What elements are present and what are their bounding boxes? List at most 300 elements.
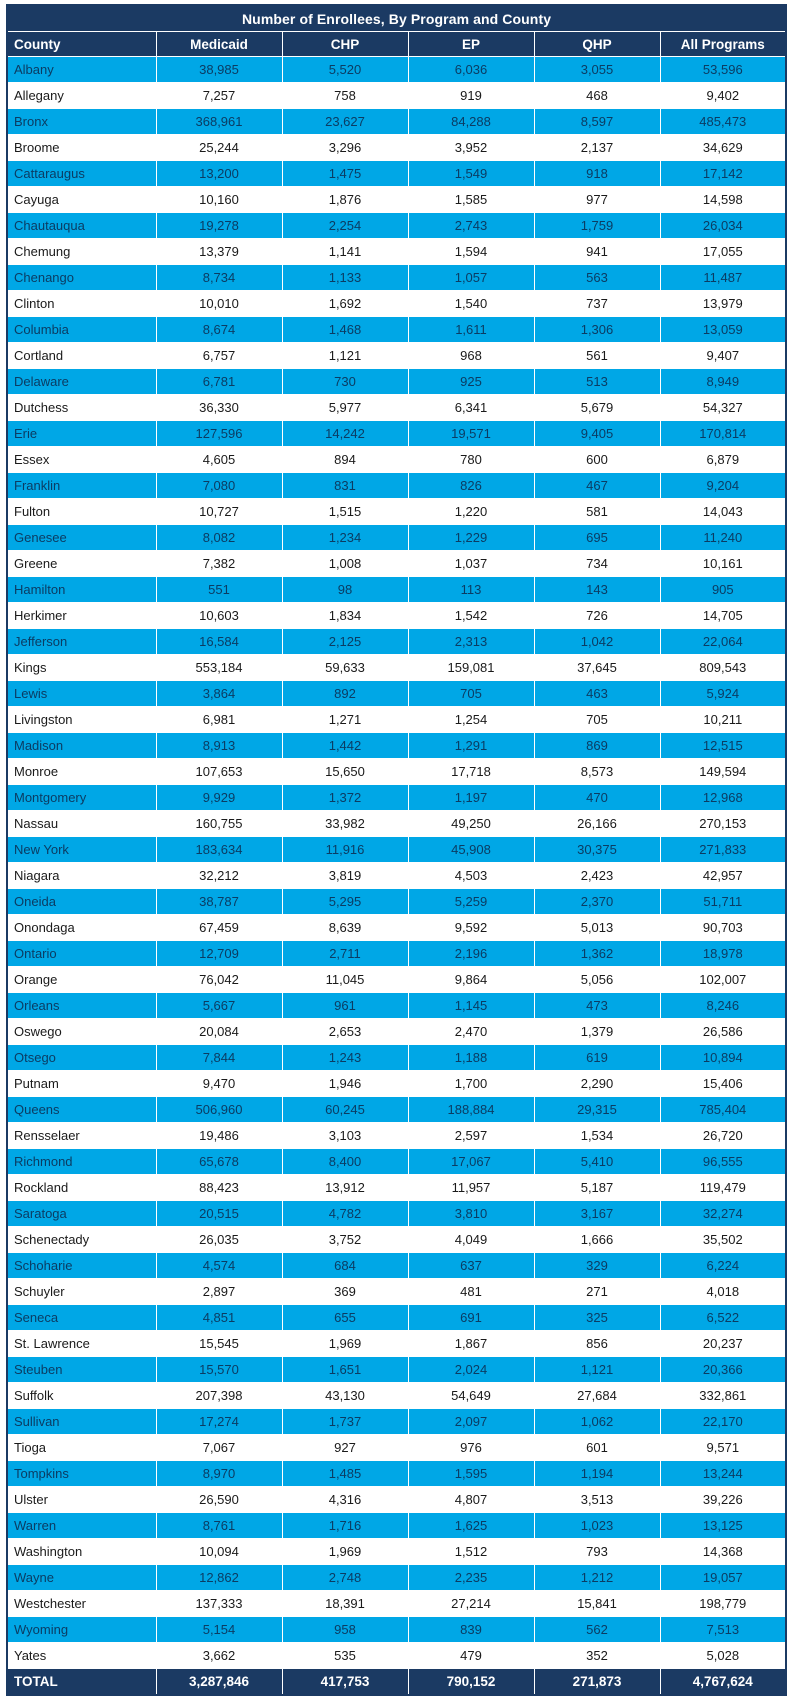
- table-row: [7, 759, 786, 785]
- cell-all-programs: 485,473: [660, 109, 786, 135]
- cell-county: Hamilton: [7, 577, 156, 603]
- cell-qhp: 3,167: [534, 1201, 660, 1227]
- cell-ep: 5,259: [408, 889, 534, 915]
- table-row: [7, 993, 786, 1019]
- cell-ep: 2,597: [408, 1123, 534, 1149]
- cell-ep: 925: [408, 369, 534, 395]
- cell-county: Bronx: [7, 109, 156, 135]
- cell-qhp: 1,023: [534, 1513, 660, 1539]
- cell-all-programs: 26,586: [660, 1019, 786, 1045]
- table-row: [7, 1513, 786, 1539]
- cell-chp: 3,752: [282, 1227, 408, 1253]
- cell-medicaid: 2,897: [156, 1279, 282, 1305]
- cell-ep: 2,470: [408, 1019, 534, 1045]
- table-row: [7, 785, 786, 811]
- cell-all-programs: 12,968: [660, 785, 786, 811]
- cell-county: Saratoga: [7, 1201, 156, 1227]
- cell-medicaid: 12,709: [156, 941, 282, 967]
- cell-qhp: 726: [534, 603, 660, 629]
- cell-medicaid: 8,082: [156, 525, 282, 551]
- cell-all-programs: 17,055: [660, 239, 786, 265]
- table-body: [7, 57, 786, 1669]
- cell-chp: 23,627: [282, 109, 408, 135]
- cell-ep: 4,049: [408, 1227, 534, 1253]
- table-row: [7, 1045, 786, 1071]
- cell-qhp: 2,370: [534, 889, 660, 915]
- cell-medicaid: 3,662: [156, 1643, 282, 1669]
- cell-qhp: 601: [534, 1435, 660, 1461]
- cell-medicaid: 26,035: [156, 1227, 282, 1253]
- cell-chp: 8,639: [282, 915, 408, 941]
- cell-county: Nassau: [7, 811, 156, 837]
- cell-ep: 6,341: [408, 395, 534, 421]
- cell-all-programs: 809,543: [660, 655, 786, 681]
- cell-all-programs: 13,125: [660, 1513, 786, 1539]
- cell-qhp: 1,121: [534, 1357, 660, 1383]
- cell-medicaid: 8,970: [156, 1461, 282, 1487]
- cell-county: Yates: [7, 1643, 156, 1669]
- cell-qhp: 463: [534, 681, 660, 707]
- cell-medicaid: 6,981: [156, 707, 282, 733]
- cell-ep: 1,700: [408, 1071, 534, 1097]
- cell-all-programs: 119,479: [660, 1175, 786, 1201]
- cell-chp: 369: [282, 1279, 408, 1305]
- cell-ep: 49,250: [408, 811, 534, 837]
- total-label: TOTAL: [7, 1669, 156, 1696]
- cell-ep: 2,235: [408, 1565, 534, 1591]
- cell-ep: 4,503: [408, 863, 534, 889]
- cell-ep: 1,229: [408, 525, 534, 551]
- cell-county: Montgomery: [7, 785, 156, 811]
- table-row: [7, 1019, 786, 1045]
- cell-medicaid: 7,257: [156, 83, 282, 109]
- cell-county: Greene: [7, 551, 156, 577]
- cell-county: Genesee: [7, 525, 156, 551]
- cell-medicaid: 19,278: [156, 213, 282, 239]
- cell-medicaid: 8,734: [156, 265, 282, 291]
- cell-qhp: 3,055: [534, 57, 660, 83]
- cell-chp: 1,651: [282, 1357, 408, 1383]
- cell-county: Monroe: [7, 759, 156, 785]
- cell-all-programs: 26,720: [660, 1123, 786, 1149]
- cell-chp: 59,633: [282, 655, 408, 681]
- cell-qhp: 5,013: [534, 915, 660, 941]
- cell-qhp: 1,759: [534, 213, 660, 239]
- cell-qhp: 1,194: [534, 1461, 660, 1487]
- cell-qhp: 1,534: [534, 1123, 660, 1149]
- table-row: [7, 395, 786, 421]
- cell-chp: 11,916: [282, 837, 408, 863]
- cell-medicaid: 36,330: [156, 395, 282, 421]
- table-row: [7, 317, 786, 343]
- cell-ep: 54,649: [408, 1383, 534, 1409]
- cell-medicaid: 12,862: [156, 1565, 282, 1591]
- cell-qhp: 869: [534, 733, 660, 759]
- cell-qhp: 468: [534, 83, 660, 109]
- cell-ep: 1,542: [408, 603, 534, 629]
- cell-county: Albany: [7, 57, 156, 83]
- cell-all-programs: 9,204: [660, 473, 786, 499]
- cell-qhp: 5,679: [534, 395, 660, 421]
- cell-county: Chenango: [7, 265, 156, 291]
- cell-medicaid: 13,379: [156, 239, 282, 265]
- cell-ep: 159,081: [408, 655, 534, 681]
- cell-ep: 113: [408, 577, 534, 603]
- cell-county: Ulster: [7, 1487, 156, 1513]
- table-row: [7, 733, 786, 759]
- cell-qhp: 27,684: [534, 1383, 660, 1409]
- cell-qhp: 2,290: [534, 1071, 660, 1097]
- cell-medicaid: 38,787: [156, 889, 282, 915]
- cell-qhp: 695: [534, 525, 660, 551]
- cell-ep: 1,188: [408, 1045, 534, 1071]
- cell-all-programs: 785,404: [660, 1097, 786, 1123]
- cell-ep: 705: [408, 681, 534, 707]
- cell-qhp: 9,405: [534, 421, 660, 447]
- table-row: [7, 707, 786, 733]
- cell-county: Chautauqua: [7, 213, 156, 239]
- cell-all-programs: 8,949: [660, 369, 786, 395]
- cell-chp: 1,271: [282, 707, 408, 733]
- cell-ep: 976: [408, 1435, 534, 1461]
- cell-all-programs: 20,237: [660, 1331, 786, 1357]
- cell-medicaid: 183,634: [156, 837, 282, 863]
- cell-qhp: 1,212: [534, 1565, 660, 1591]
- cell-county: Rensselaer: [7, 1123, 156, 1149]
- total-medicaid: 3,287,846: [156, 1669, 282, 1696]
- cell-county: Allegany: [7, 83, 156, 109]
- cell-chp: 1,876: [282, 187, 408, 213]
- cell-chp: 892: [282, 681, 408, 707]
- column-header-row: [7, 32, 786, 57]
- cell-qhp: 473: [534, 993, 660, 1019]
- cell-qhp: 581: [534, 499, 660, 525]
- cell-county: Cayuga: [7, 187, 156, 213]
- cell-all-programs: 20,366: [660, 1357, 786, 1383]
- cell-chp: 535: [282, 1643, 408, 1669]
- cell-medicaid: 8,674: [156, 317, 282, 343]
- cell-medicaid: 4,574: [156, 1253, 282, 1279]
- cell-all-programs: 6,522: [660, 1305, 786, 1331]
- cell-county: Jefferson: [7, 629, 156, 655]
- cell-chp: 2,711: [282, 941, 408, 967]
- cell-qhp: 143: [534, 577, 660, 603]
- cell-all-programs: 12,515: [660, 733, 786, 759]
- total-ep: 790,152: [408, 1669, 534, 1696]
- cell-ep: 11,957: [408, 1175, 534, 1201]
- cell-medicaid: 9,929: [156, 785, 282, 811]
- cell-medicaid: 6,757: [156, 343, 282, 369]
- cell-chp: 927: [282, 1435, 408, 1461]
- cell-chp: 1,834: [282, 603, 408, 629]
- column-header-ep[interactable]: EP: [408, 32, 534, 57]
- cell-ep: 1,145: [408, 993, 534, 1019]
- cell-all-programs: 6,879: [660, 447, 786, 473]
- cell-county: Madison: [7, 733, 156, 759]
- table-row: [7, 343, 786, 369]
- cell-ep: 1,220: [408, 499, 534, 525]
- table-row: [7, 889, 786, 915]
- cell-ep: 968: [408, 343, 534, 369]
- cell-county: Clinton: [7, 291, 156, 317]
- cell-all-programs: 11,240: [660, 525, 786, 551]
- table-row: [7, 265, 786, 291]
- cell-qhp: 563: [534, 265, 660, 291]
- cell-all-programs: 39,226: [660, 1487, 786, 1513]
- cell-medicaid: 6,781: [156, 369, 282, 395]
- cell-all-programs: 14,705: [660, 603, 786, 629]
- cell-county: Queens: [7, 1097, 156, 1123]
- cell-chp: 2,125: [282, 629, 408, 655]
- cell-all-programs: 5,924: [660, 681, 786, 707]
- cell-county: Wayne: [7, 1565, 156, 1591]
- cell-medicaid: 553,184: [156, 655, 282, 681]
- cell-chp: 1,716: [282, 1513, 408, 1539]
- column-header-qhp[interactable]: QHP: [534, 32, 660, 57]
- cell-all-programs: 14,043: [660, 499, 786, 525]
- cell-chp: 655: [282, 1305, 408, 1331]
- cell-all-programs: 271,833: [660, 837, 786, 863]
- cell-ep: 84,288: [408, 109, 534, 135]
- column-header-medicaid[interactable]: Medicaid: [156, 32, 282, 57]
- cell-qhp: 3,513: [534, 1487, 660, 1513]
- cell-qhp: 8,573: [534, 759, 660, 785]
- cell-all-programs: 11,487: [660, 265, 786, 291]
- table-row: [7, 213, 786, 239]
- cell-county: Columbia: [7, 317, 156, 343]
- cell-chp: 1,372: [282, 785, 408, 811]
- cell-chp: 5,520: [282, 57, 408, 83]
- table-row: [7, 837, 786, 863]
- table-title: Number of Enrollees, By Program and County: [7, 5, 786, 32]
- cell-all-programs: 10,211: [660, 707, 786, 733]
- table-row: [7, 551, 786, 577]
- table-row: [7, 161, 786, 187]
- cell-medicaid: 16,584: [156, 629, 282, 655]
- cell-medicaid: 10,727: [156, 499, 282, 525]
- cell-chp: 1,141: [282, 239, 408, 265]
- cell-qhp: 941: [534, 239, 660, 265]
- cell-qhp: 619: [534, 1045, 660, 1071]
- cell-medicaid: 127,596: [156, 421, 282, 447]
- cell-chp: 1,692: [282, 291, 408, 317]
- cell-ep: 481: [408, 1279, 534, 1305]
- cell-all-programs: 10,894: [660, 1045, 786, 1071]
- table-row: [7, 1643, 786, 1669]
- cell-ep: 1,625: [408, 1513, 534, 1539]
- cell-qhp: 271: [534, 1279, 660, 1305]
- cell-all-programs: 10,161: [660, 551, 786, 577]
- cell-all-programs: 5,028: [660, 1643, 786, 1669]
- cell-medicaid: 38,985: [156, 57, 282, 83]
- column-header-chp[interactable]: CHP: [282, 32, 408, 57]
- cell-qhp: 1,666: [534, 1227, 660, 1253]
- cell-qhp: 1,362: [534, 941, 660, 967]
- table-row: [7, 369, 786, 395]
- cell-all-programs: 14,368: [660, 1539, 786, 1565]
- table-row: [7, 499, 786, 525]
- cell-ep: 4,807: [408, 1487, 534, 1513]
- cell-medicaid: 67,459: [156, 915, 282, 941]
- cell-all-programs: 19,057: [660, 1565, 786, 1591]
- cell-ep: 3,810: [408, 1201, 534, 1227]
- cell-chp: 3,103: [282, 1123, 408, 1149]
- cell-medicaid: 15,545: [156, 1331, 282, 1357]
- cell-medicaid: 19,486: [156, 1123, 282, 1149]
- table-row: [7, 863, 786, 889]
- cell-qhp: 5,410: [534, 1149, 660, 1175]
- cell-chp: 1,969: [282, 1331, 408, 1357]
- cell-ep: 826: [408, 473, 534, 499]
- cell-chp: 684: [282, 1253, 408, 1279]
- cell-ep: 1,291: [408, 733, 534, 759]
- cell-qhp: 30,375: [534, 837, 660, 863]
- cell-chp: 43,130: [282, 1383, 408, 1409]
- cell-medicaid: 207,398: [156, 1383, 282, 1409]
- cell-chp: 11,045: [282, 967, 408, 993]
- cell-medicaid: 20,515: [156, 1201, 282, 1227]
- cell-county: Tompkins: [7, 1461, 156, 1487]
- cell-county: Richmond: [7, 1149, 156, 1175]
- cell-ep: 1,254: [408, 707, 534, 733]
- cell-ep: 17,067: [408, 1149, 534, 1175]
- table-row: [7, 83, 786, 109]
- cell-all-programs: 18,978: [660, 941, 786, 967]
- cell-all-programs: 149,594: [660, 759, 786, 785]
- cell-medicaid: 10,603: [156, 603, 282, 629]
- cell-chp: 5,977: [282, 395, 408, 421]
- table-row: [7, 629, 786, 655]
- cell-county: Schoharie: [7, 1253, 156, 1279]
- table-row: [7, 1123, 786, 1149]
- cell-chp: 1,737: [282, 1409, 408, 1435]
- cell-county: Broome: [7, 135, 156, 161]
- cell-all-programs: 270,153: [660, 811, 786, 837]
- cell-all-programs: 22,064: [660, 629, 786, 655]
- cell-chp: 958: [282, 1617, 408, 1643]
- cell-medicaid: 368,961: [156, 109, 282, 135]
- cell-chp: 2,653: [282, 1019, 408, 1045]
- cell-ep: 1,549: [408, 161, 534, 187]
- cell-ep: 1,594: [408, 239, 534, 265]
- cell-medicaid: 26,590: [156, 1487, 282, 1513]
- cell-medicaid: 3,864: [156, 681, 282, 707]
- cell-chp: 15,650: [282, 759, 408, 785]
- cell-county: Livingston: [7, 707, 156, 733]
- cell-county: Onondaga: [7, 915, 156, 941]
- cell-medicaid: 8,761: [156, 1513, 282, 1539]
- cell-county: Essex: [7, 447, 156, 473]
- cell-ep: 27,214: [408, 1591, 534, 1617]
- cell-county: Ontario: [7, 941, 156, 967]
- cell-qhp: 513: [534, 369, 660, 395]
- cell-qhp: 8,597: [534, 109, 660, 135]
- cell-qhp: 467: [534, 473, 660, 499]
- cell-all-programs: 34,629: [660, 135, 786, 161]
- table-row: [7, 915, 786, 941]
- cell-qhp: 26,166: [534, 811, 660, 837]
- cell-chp: 13,912: [282, 1175, 408, 1201]
- cell-ep: 479: [408, 1643, 534, 1669]
- cell-all-programs: 170,814: [660, 421, 786, 447]
- cell-chp: 1,133: [282, 265, 408, 291]
- table-row: [7, 941, 786, 967]
- cell-medicaid: 10,160: [156, 187, 282, 213]
- table-row: [7, 135, 786, 161]
- cell-qhp: 734: [534, 551, 660, 577]
- cell-ep: 1,037: [408, 551, 534, 577]
- table-row: [7, 655, 786, 681]
- cell-chp: 33,982: [282, 811, 408, 837]
- cell-medicaid: 4,851: [156, 1305, 282, 1331]
- cell-chp: 1,121: [282, 343, 408, 369]
- cell-chp: 1,243: [282, 1045, 408, 1071]
- cell-medicaid: 7,080: [156, 473, 282, 499]
- cell-ep: 2,097: [408, 1409, 534, 1435]
- table-title-row: [7, 5, 786, 32]
- cell-ep: 1,867: [408, 1331, 534, 1357]
- column-header-county[interactable]: County: [7, 32, 156, 57]
- cell-ep: 1,197: [408, 785, 534, 811]
- cell-medicaid: 13,200: [156, 161, 282, 187]
- cell-chp: 1,485: [282, 1461, 408, 1487]
- cell-medicaid: 9,470: [156, 1071, 282, 1097]
- cell-county: Schenectady: [7, 1227, 156, 1253]
- cell-county: Otsego: [7, 1045, 156, 1071]
- cell-medicaid: 25,244: [156, 135, 282, 161]
- table-row: [7, 1331, 786, 1357]
- cell-all-programs: 6,224: [660, 1253, 786, 1279]
- table-row: [7, 1539, 786, 1565]
- cell-ep: 188,884: [408, 1097, 534, 1123]
- cell-medicaid: 7,382: [156, 551, 282, 577]
- cell-chp: 2,748: [282, 1565, 408, 1591]
- table-row: [7, 1565, 786, 1591]
- cell-medicaid: 20,084: [156, 1019, 282, 1045]
- cell-medicaid: 5,667: [156, 993, 282, 1019]
- cell-all-programs: 9,571: [660, 1435, 786, 1461]
- enrollees-table: [6, 4, 787, 1696]
- cell-medicaid: 7,067: [156, 1435, 282, 1461]
- cell-qhp: 29,315: [534, 1097, 660, 1123]
- cell-ep: 1,057: [408, 265, 534, 291]
- cell-county: Niagara: [7, 863, 156, 889]
- table-row: [7, 1175, 786, 1201]
- cell-qhp: 1,062: [534, 1409, 660, 1435]
- cell-qhp: 856: [534, 1331, 660, 1357]
- cell-ep: 1,585: [408, 187, 534, 213]
- cell-qhp: 918: [534, 161, 660, 187]
- cell-ep: 17,718: [408, 759, 534, 785]
- table-row: [7, 1383, 786, 1409]
- cell-all-programs: 9,407: [660, 343, 786, 369]
- table-row: [7, 603, 786, 629]
- cell-chp: 1,946: [282, 1071, 408, 1097]
- total-qhp: 271,873: [534, 1669, 660, 1696]
- cell-medicaid: 5,154: [156, 1617, 282, 1643]
- cell-county: Rockland: [7, 1175, 156, 1201]
- cell-qhp: 1,306: [534, 317, 660, 343]
- cell-all-programs: 4,018: [660, 1279, 786, 1305]
- column-header-all-programs[interactable]: All Programs: [660, 32, 786, 57]
- cell-all-programs: 17,142: [660, 161, 786, 187]
- cell-chp: 5,295: [282, 889, 408, 915]
- cell-chp: 18,391: [282, 1591, 408, 1617]
- cell-qhp: 1,379: [534, 1019, 660, 1045]
- cell-qhp: 1,042: [534, 629, 660, 655]
- cell-county: St. Lawrence: [7, 1331, 156, 1357]
- cell-qhp: 15,841: [534, 1591, 660, 1617]
